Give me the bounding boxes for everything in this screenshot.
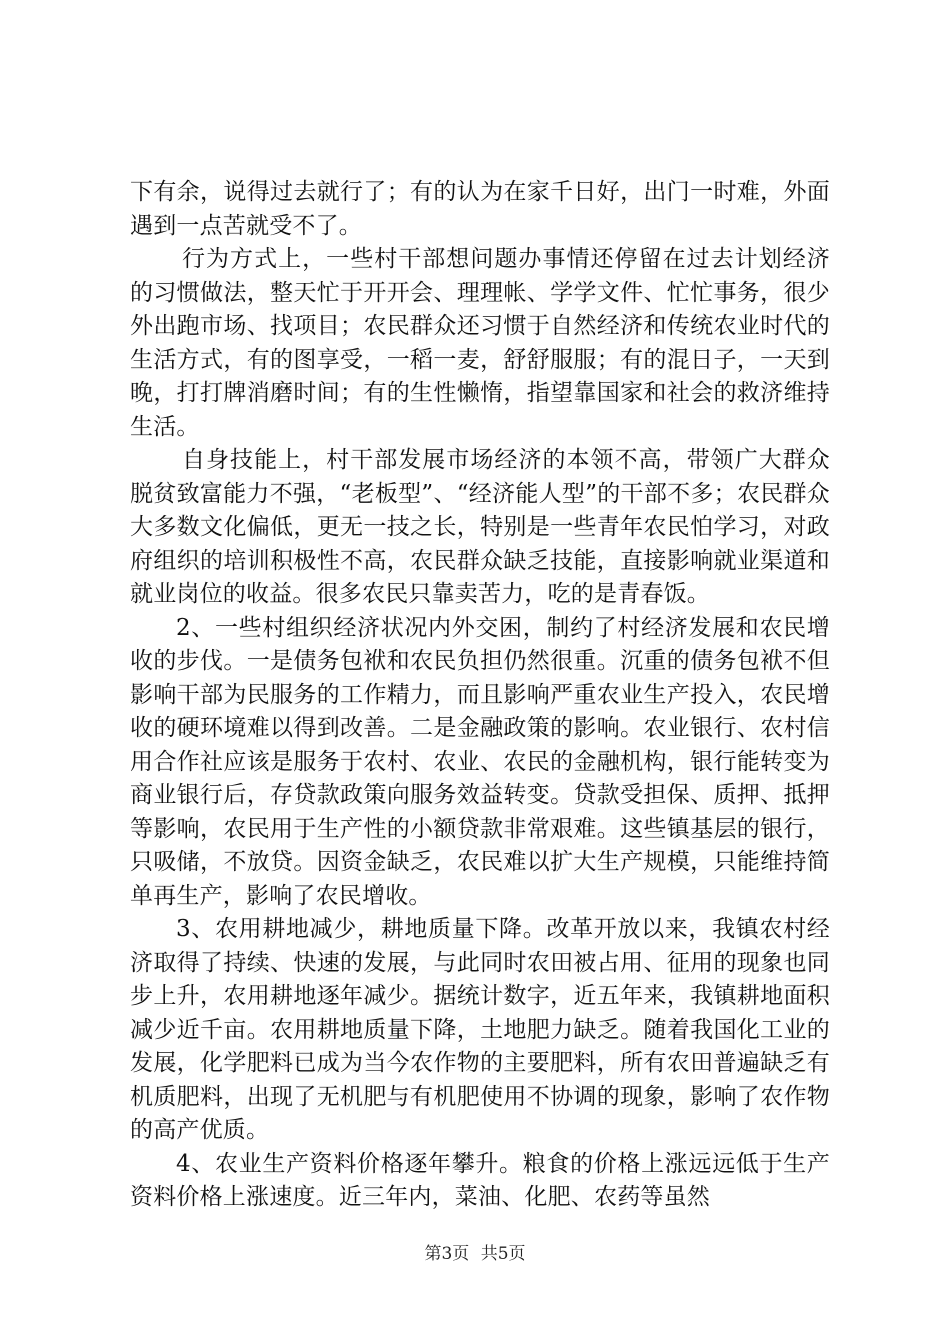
paragraph-skills: 自身技能上，村干部发展市场经济的本领不高，带领广大群众脱贫致富能力不强，“老板型”、“经济能人型”的干部不多；农民群众大多数文化偏低，更无一技之长，特别是一些青年农民怕学习，对政府组织的培训积极性不高，农民群众缺乏技能，直接影响就业渠道和就业岗位的收益。很多农民只靠卖苦力，吃的是青春饭。	[130, 447, 830, 607]
page-total: 共5页	[480, 1244, 526, 1264]
paragraph-item-4: 4、农业生产资料价格逐年攀升。粮食的价格上涨远远低于生产资料价格上涨速度。近三年内，菜油、化肥、农药等虽然	[130, 1150, 830, 1210]
paragraph-continuation: 下有余，说得过去就行了；有的认为在家千日好，出门一时难，外面遇到一点苦就受不了。	[130, 179, 830, 239]
page-number: 第3页	[424, 1244, 470, 1264]
paragraph-item-3: 3、农用耕地减少，耕地质量下降。改革开放以来，我镇农村经济取得了持续、快速的发展，与此同时农田被占用、征用的现象也同步上升，农用耕地逐年减少。据统计数字，近五年来，我镇耕地面积减少近千亩。农用耕地质量下降，土地肥力缺乏。随着我国化工业的发展，化学肥料已成为当今农作物的主要肥料，所有农田普遍缺乏有机质肥料，出现了无机肥与有机肥使用不协调的现象，影响了农作物的高产优质。	[130, 916, 830, 1143]
paragraph-behavior: 行为方式上，一些村干部想问题办事情还停留在过去计划经济的习惯做法，整天忙于开开会、理理帐、学学文件、忙忙事务，很少外出跑市场、找项目；农民群众还习惯于自然经济和传统农业时代的生活方式，有的图享受，一稻一麦，舒舒服服；有的混日子，一天到晚，打打牌消磨时间；有的生性懒惰，指望靠国家和社会的救济维持生活。	[130, 246, 830, 440]
paragraph-item-2: 2、一些村组织经济状况内外交困，制约了村经济发展和农民增收的步伐。一是债务包袱和农民负担仍然很重。沉重的债务包袱不但影响干部为民服务的工作精力，而且影响严重农业生产投入，农民增收的硬环境难以得到改善。二是金融政策的影响。农业银行、农村信用合作社应该是服务于农村、农业、农民的金融机构，银行能转变为商业银行后，存贷款政策向服务效益转变。贷款受担保、质押、抵押等影响，农民用于生产性的小额贷款非常艰难。这些镇基层的银行，只吸储，不放贷。因资金缺乏，农民难以扩大生产规模，只能维持简单再生产，影响了农民增收。	[130, 614, 830, 909]
page-footer	[0, 1244, 950, 1264]
document-body	[130, 176, 830, 1215]
